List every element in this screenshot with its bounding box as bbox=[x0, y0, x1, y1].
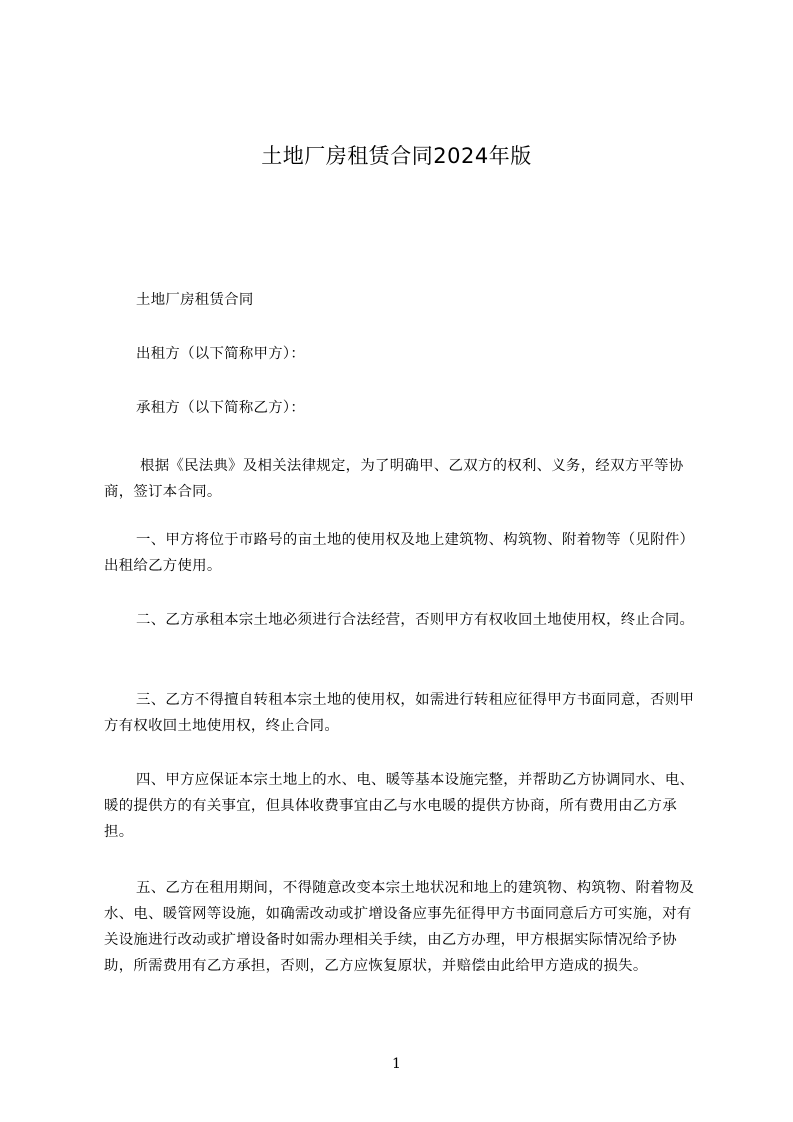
clause-1: 一、甲方将位于市路号的亩土地的使用权及地上建筑物、构筑物、附着物等（见附件）出租给乙方使用。 bbox=[104, 532, 695, 574]
clause-5: 五、乙方在租用期间，不得随意改变本宗土地状况和地上的建筑物、构筑物、附着物及水、电、暖管网等设施，如确需改动或扩增设备应事先征得甲方书面同意后方可实施，对有关设施进行改动或扩增设备时如需办理相关手续，由乙方办理，甲方根据实际情况给予协助，所需费用有乙方承担，否则，乙方应恢复原状，并赔偿由此给甲方造成的损失。 bbox=[104, 880, 695, 974]
clause-2: 二、乙方承租本宗土地必须进行合法经营，否则甲方有权收回土地使用权，终止合同。 bbox=[136, 612, 695, 628]
clause-4: 四、甲方应保证本宗土地上的水、电、暖等基本设施完整，并帮助乙方协调同水、电、暖的提供方的有关事宜，但具体收费事宜由乙与水电暖的提供方协商，所有费用由乙方承担。 bbox=[104, 772, 695, 840]
clause-3: 三、乙方不得擅自转租本宗土地的使用权，如需进行转租应征得甲方书面同意，否则甲方有权收回土地使用权，终止合同。 bbox=[104, 692, 695, 734]
contract-heading: 土地厂房租赁合同 bbox=[136, 292, 254, 308]
lessee-line: 承租方（以下简称乙方）： bbox=[136, 400, 306, 416]
lessor-line: 出租方（以下简称甲方）： bbox=[136, 346, 306, 362]
document-title: 土地厂房租赁合同2024年版 bbox=[261, 144, 532, 168]
page-number: 1 bbox=[392, 1056, 401, 1072]
preamble-paragraph: 根据《民法典》及相关法律规定，为了明确甲、乙双方的权利、义务，经双方平等协商，签订本合同。 bbox=[104, 458, 684, 500]
